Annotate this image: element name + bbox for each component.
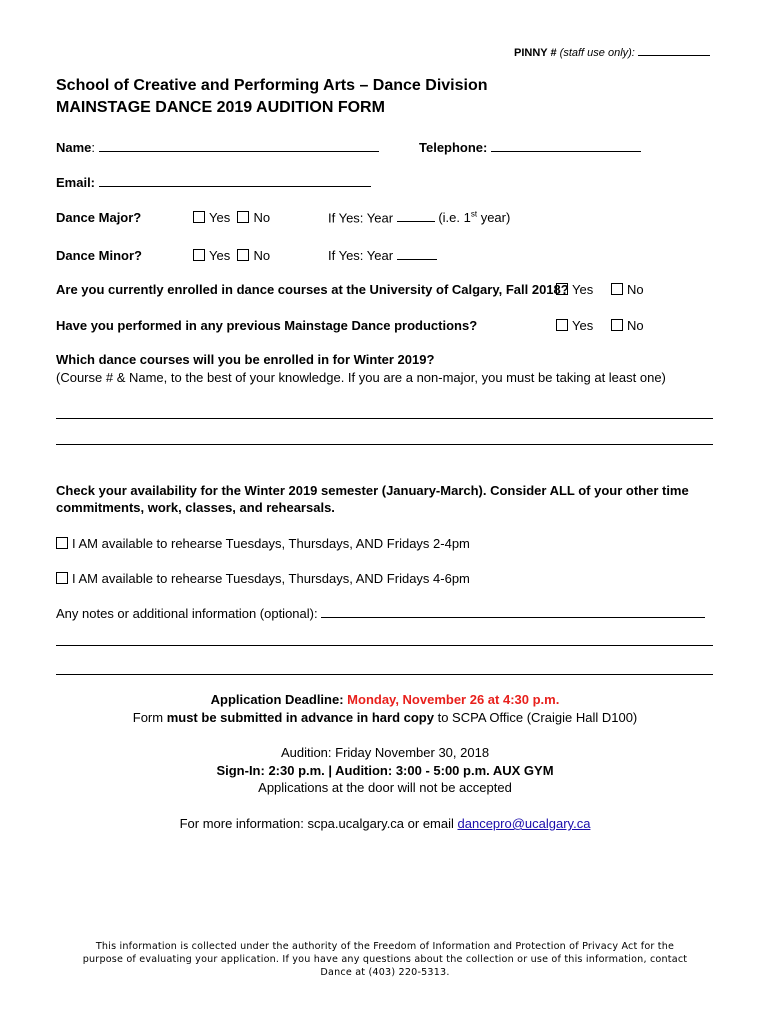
performed-yes-label: Yes — [572, 318, 594, 333]
major-yes-checkbox[interactable] — [193, 211, 205, 223]
deadline-date: Monday, November 26 at 4:30 p.m. — [347, 692, 560, 707]
page-title: School of Creative and Performing Arts – Dance Division — [56, 77, 488, 94]
name-field: Name: — [56, 140, 379, 155]
submission-note: Form must be submitted in advance in hard copy to SCPA Office (Craigie Hall D100) — [132, 710, 638, 725]
availability-2-4pm-checkbox[interactable] — [56, 537, 68, 549]
availability-instructions-2: commitments, work, classes, and rehearsals. — [56, 500, 335, 515]
minor-year-label: If Yes: Year — [328, 248, 394, 263]
courses-note: (Course # & Name, to the best of your knowledge. If you are a non-major, you must be taking at least one) — [56, 370, 666, 385]
form-title: MAINSTAGE DANCE 2019 AUDITION FORM — [56, 99, 385, 116]
email-input-line[interactable] — [99, 186, 371, 187]
availability-4-6pm-checkbox[interactable] — [56, 572, 68, 584]
enrolled-no-option — [611, 282, 644, 297]
staff-use-field — [514, 47, 710, 59]
courses-question: Which dance courses will you be enrolled in for Winter 2019? — [56, 352, 435, 367]
staff-note: (staff use only): — [559, 47, 635, 59]
performed-yes-checkbox[interactable] — [556, 319, 568, 331]
minor-options — [193, 248, 270, 263]
enrolled-yes-label: Yes — [572, 282, 594, 297]
privacy-line-1: This information is collected under the authority of the Freedom of Information and Protection of Privacy Act for the — [95, 941, 675, 952]
availability-option-2-label: I AM available to rehearse Tuesdays, Thursdays, AND Fridays 4-6pm — [72, 571, 470, 586]
major-label: Dance Major? — [56, 210, 142, 225]
enrolled-no-label: No — [627, 282, 644, 297]
performed-no-option — [611, 318, 644, 333]
more-info: For more information: scpa.ucalgary.ca or email dancepro@ucalgary.ca — [179, 816, 591, 831]
enrolled-yes-checkbox[interactable] — [556, 283, 568, 295]
notes-input-line-1[interactable] — [321, 617, 705, 618]
courses-input-line-1[interactable] — [56, 418, 713, 419]
telephone-label: Telephone: — [419, 140, 488, 155]
audition-times: Sign-In: 2:30 p.m. | Audition: 3:00 - 5:00 p.m. AUX GYM — [216, 763, 554, 778]
minor-label: Dance Minor? — [56, 248, 142, 263]
deadline-line — [0, 692, 770, 707]
major-year-input-line[interactable] — [397, 221, 435, 222]
major-year-label: If Yes: Year — [328, 210, 394, 226]
enrolled-options — [556, 282, 593, 297]
minor-yes-checkbox[interactable] — [193, 249, 205, 261]
major-year-hint: (i.e. 1st year) — [438, 210, 511, 226]
pinny-input-line[interactable] — [638, 55, 710, 56]
performed-question: Have you performed in any previous Mainstage Dance productions? — [56, 318, 478, 333]
name-label: Name — [56, 140, 92, 155]
minor-year-field — [328, 248, 437, 263]
telephone-field — [419, 140, 641, 155]
door-note: Applications at the door will not be accepted — [258, 780, 512, 795]
major-options — [193, 210, 270, 225]
availability-instructions-1: Check your availability for the Winter 2019 semester (January-March). Consider ALL of your other time — [56, 483, 689, 498]
deadline-label: Application Deadline: — [210, 692, 344, 707]
notes-input-line-2[interactable] — [56, 645, 713, 646]
availability-option-2 — [56, 571, 470, 586]
performed-options — [556, 318, 593, 333]
audition-date: Audition: Friday November 30, 2018 — [280, 745, 490, 760]
minor-year-input-line[interactable] — [397, 259, 437, 260]
major-no-label: No — [253, 210, 271, 225]
name-input-line[interactable] — [99, 151, 379, 152]
major-no-checkbox[interactable] — [237, 211, 249, 223]
minor-no-label: No — [253, 248, 271, 263]
minor-no-checkbox[interactable] — [237, 249, 249, 261]
performed-no-label: No — [627, 318, 644, 333]
email-field — [56, 175, 371, 190]
telephone-input-line[interactable] — [491, 151, 641, 152]
courses-input-line-2[interactable] — [56, 444, 713, 445]
privacy-line-2: purpose of evaluating your application. If you have any questions about the collection or use of this information, contact — [82, 954, 688, 965]
performed-no-checkbox[interactable] — [611, 319, 623, 331]
email-link[interactable]: dancepro@ucalgary.ca — [457, 816, 591, 831]
major-year-field — [328, 210, 510, 225]
notes-field — [56, 606, 705, 621]
enrolled-no-checkbox[interactable] — [611, 283, 623, 295]
pinny-label: PINNY # — [514, 47, 557, 59]
enrolled-question: Are you currently enrolled in dance courses at the University of Calgary, Fall 2018? — [56, 282, 569, 297]
availability-option-1-label: I AM available to rehearse Tuesdays, Thursdays, AND Fridays 2-4pm — [72, 536, 470, 551]
email-label: Email: — [56, 175, 96, 190]
minor-yes-label: Yes — [209, 248, 231, 263]
notes-label: Any notes or additional information (optional): — [56, 606, 318, 621]
notes-input-line-3[interactable] — [56, 674, 713, 675]
privacy-line-3: Dance at (403) 220-5313. — [320, 967, 450, 978]
major-yes-label: Yes — [209, 210, 231, 225]
availability-option-1 — [56, 536, 470, 551]
